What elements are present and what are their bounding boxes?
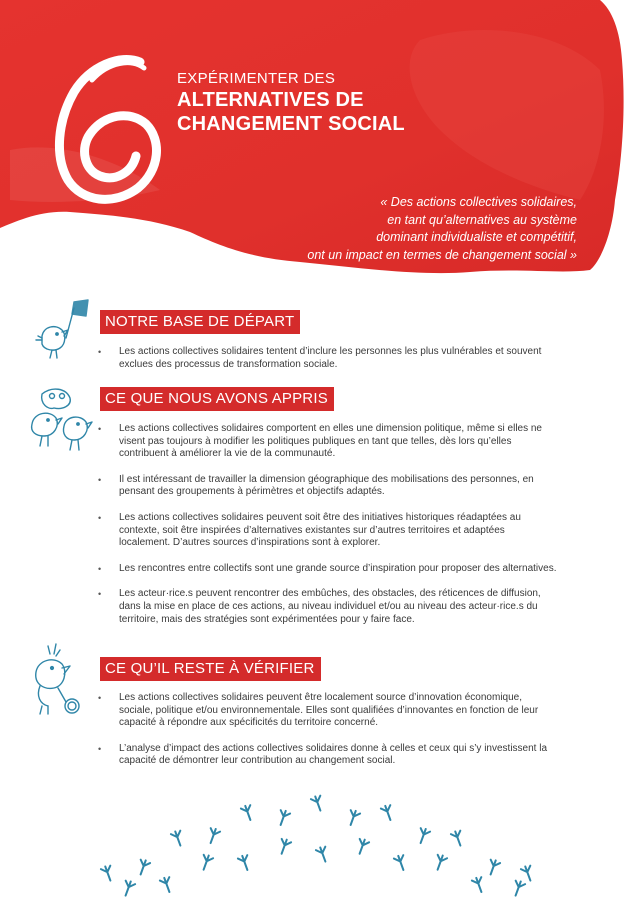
footprint [199, 854, 214, 872]
list-learned [98, 423, 558, 626]
footprint [277, 838, 292, 856]
footprint [101, 865, 116, 883]
title-line-3: CHANGEMENT SOCIAL [177, 113, 405, 135]
footprint [346, 809, 361, 827]
footprint [451, 830, 466, 848]
footprint [136, 859, 151, 877]
quote-line: ont un impact en termes de changement social » [307, 247, 577, 262]
list-item: • L’analyse d’impact des actions collectives solidaires donne à celles et ceux qui s’y investissent la capacité de démontrer leur contribution au changement social. [98, 743, 558, 768]
section-heading-learned: CE QUE NOUS AVONS APPRIS [100, 387, 334, 411]
footprint [511, 880, 526, 898]
footprint [171, 830, 186, 848]
section-heading-to-verify: CE QU’IL RESTE À VÉRIFIER [100, 657, 321, 681]
list-item: • Les rencontres entre collectifs sont une grande source d’inspiration pour proposer des alternatives. [98, 563, 558, 576]
list-item: • Les actions collectives solidaires comportent en elles une dimension politique, même si elles ne visent pas toujours à modifier les politiques publiques en tant que telles, dès lors qu’elles contribuent à améliorer la vie de la communauté. [98, 423, 558, 461]
title-line-2: ALTERNATIVES DE [177, 89, 364, 111]
list-item: • Il est intéressant de travailler la dimension géographique des mobilisations des personnes, en pensant des groupements à périmètres et objectifs adaptés. [98, 474, 558, 499]
footprint [416, 827, 431, 845]
footprint [241, 804, 256, 822]
footprint [394, 854, 409, 872]
list-to-verify [98, 692, 558, 768]
footprint [472, 876, 487, 894]
list-item: • Les actions collectives solidaires peuvent soit être des initiatives historiques réadaptées au contexte, soit être inspirées d’alternatives existantes sur d’autres territoires et adaptées localement. D’autres sources d’inspirations sont à explorer. [98, 512, 558, 550]
title-line-1: EXPÉRIMENTER DES [177, 70, 336, 87]
list-item: • Les actions collectives solidaires peuvent être localement source d’innovation économique, sociale, politique et/ou environnementale. Elles sont qualifiées d’innovantes en fonction de leur capacité à répondre aux spécificités du territoire concerné. [98, 692, 558, 730]
footprint [381, 804, 396, 822]
quote-line: en tant qu’alternatives au système [387, 212, 577, 227]
two-birds-icon [22, 380, 98, 454]
section-heading-base: NOTRE BASE DE DÉPART [100, 310, 300, 334]
footprint [486, 859, 501, 877]
bird-with-magnifier-icon [26, 642, 96, 718]
footprint [238, 854, 253, 872]
page-title [177, 70, 405, 136]
list-base [98, 346, 558, 371]
list-item: • Les acteur·rice.s peuvent rencontrer des embûches, des obstacles, des réticences de diffusion, dans la mise en place de ces actions, au niveau individuel et/ou au niveau des acteur·rice.s du territoire, mais des stratégies sont expérimentées pour y faire face. [98, 588, 558, 626]
list-item: • Les actions collectives solidaires tentent d’inclure les personnes les plus vulnérables et souvent exclues des processus de transformation sociale. [98, 346, 558, 371]
footprint [121, 880, 136, 898]
footprint [160, 876, 175, 894]
bird-footprints-icon [98, 790, 548, 898]
quote-line: « Des actions collectives solidaires, [380, 195, 577, 209]
footprint [521, 865, 536, 883]
bird-with-flag-icon [30, 296, 96, 362]
header-quote [217, 194, 577, 264]
quote-line: dominant individualiste et compétitif, [376, 230, 577, 244]
footprint [355, 838, 370, 856]
footprint [206, 827, 221, 845]
footprint [311, 795, 326, 813]
footprint [316, 846, 331, 864]
footprint [433, 854, 448, 872]
number-six-icon [48, 48, 176, 208]
footprint [276, 809, 291, 827]
